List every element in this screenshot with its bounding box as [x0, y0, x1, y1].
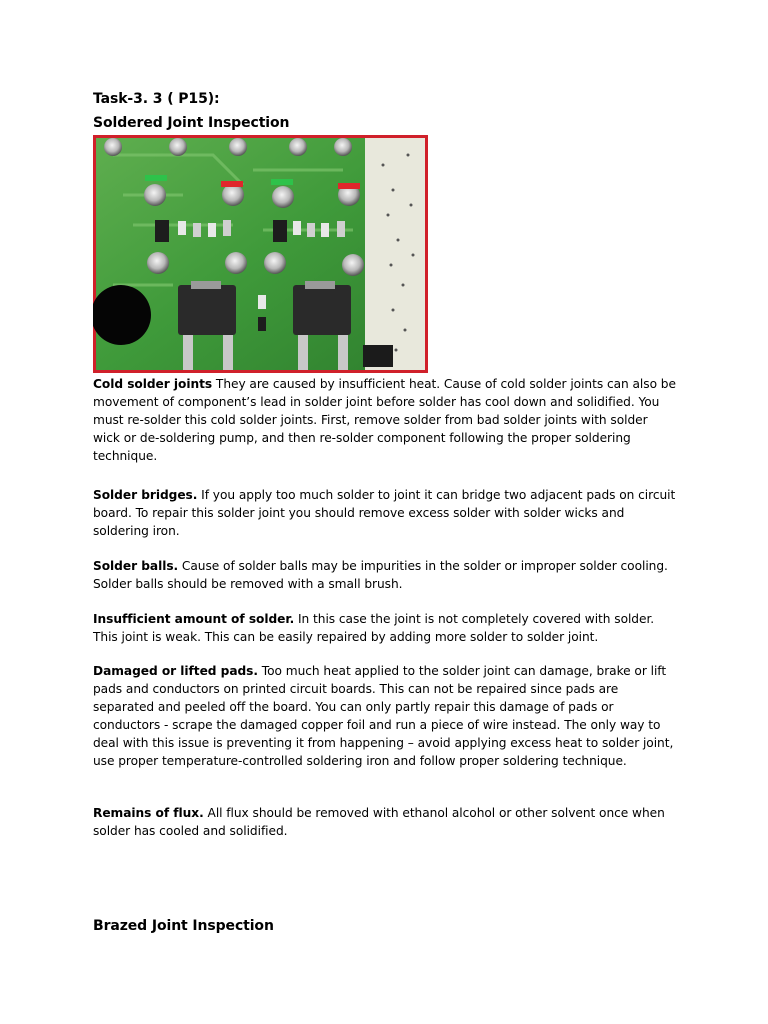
paragraph-solder-bridges	[93, 487, 678, 541]
paragraph-cold-solder-joints	[93, 376, 678, 466]
no-label-2	[338, 183, 360, 189]
paragraph-remains-of-flux	[93, 805, 678, 841]
text-solder-bridges: If you apply too much solder to joint it can bridge two adjacent pads on circuit board. To repair this solder joint you should remove excess solder with solder wicks and soldering iron.	[93, 488, 676, 538]
term-solder-balls: Solder balls.	[93, 559, 179, 573]
ok-label-2	[271, 179, 293, 185]
text-solder-balls: Cause of solder balls may be impurities in the solder or improper solder cooling. Solder balls should be removed with a small brush.	[93, 559, 668, 591]
text-remains-of-flux: All flux should be removed with ethanol alcohol or other solvent once when solder has cooled and solidified.	[93, 806, 665, 838]
no-label-1	[221, 181, 243, 187]
task-title: Task-3. 3 ( P15):	[93, 91, 220, 107]
section-title: Soldered Joint Inspection	[93, 115, 290, 131]
text-damaged-pads: Too much heat applied to the solder joint can damage, brake or lift pads and conductors on printed circuit boards. This can not be repaired since pads are separated and peeled off the board. You can only partly repair this damage of pads or conductors - scrape the damaged copper foil and run a piece of wire instead. The only way to deal with this issue is preventing it from happening – avoid applying excess heat to solder joint, use proper temperature-controlled soldering iron and follow proper soldering technique.	[93, 664, 674, 768]
term-remains-of-flux: Remains of flux.	[93, 806, 204, 820]
ok-label-1	[145, 175, 167, 181]
text-cold-solder-joints: They are caused by insufficient heat. Cause of cold solder joints can also be movement of component’s lead in solder joint before solder has cool down and solidified. You must re-solder this cold solder joints. First, remove solder from bad solder joints with solder wick or de-soldering pump, and then re-solder component following the proper soldering technique.	[93, 377, 676, 463]
brazed-joint-title: Brazed Joint Inspection	[93, 918, 274, 934]
term-solder-bridges: Solder bridges.	[93, 488, 198, 502]
paragraph-damaged-pads	[93, 663, 678, 770]
term-cold-solder-joints: Cold solder joints	[93, 377, 213, 391]
circuit-board-photo	[93, 135, 428, 373]
term-insufficient-solder: Insufficient amount of solder.	[93, 612, 295, 626]
paragraph-solder-balls	[93, 558, 678, 594]
term-damaged-pads: Damaged or lifted pads.	[93, 664, 258, 678]
text-insufficient-solder: In this case the joint is not completely covered with solder. This joint is weak. This can be easily repaired by adding more solder to solder joint.	[93, 612, 655, 644]
paragraph-insufficient-solder	[93, 611, 678, 647]
